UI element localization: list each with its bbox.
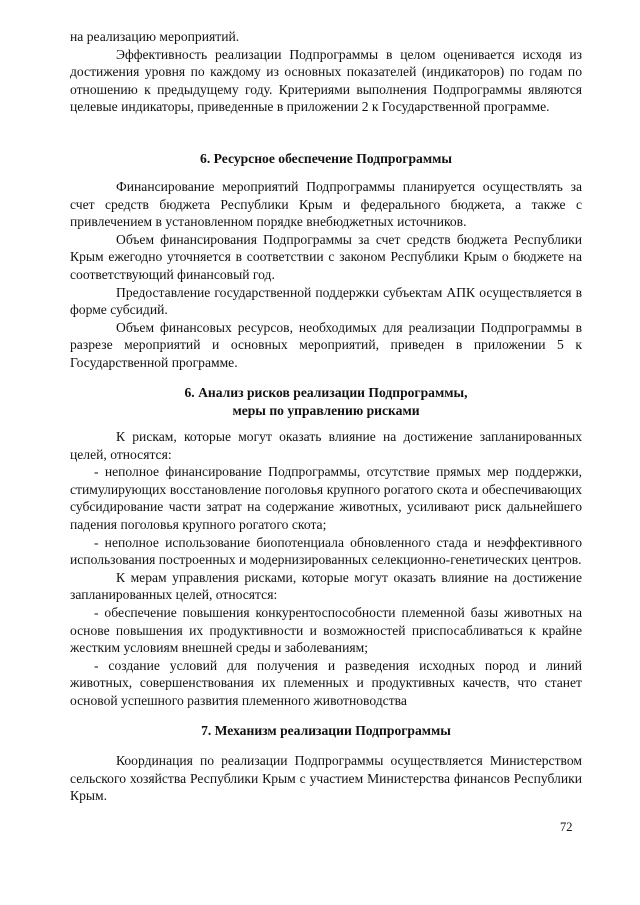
measure-item-2: - создание условий для получения и разведения исходных пород и линий животных, совершенствования их племенных и продуктивных качеств, что станет основой успешного развития племенного животноводства [70, 657, 582, 708]
page-number: 72 [560, 820, 573, 834]
paragraph-coordination: Координация по реализации Подпрограммы осуществляется Министерством сельского хозяйства Республики Крым с участием Министерства финансов Республики Крым. [70, 753, 582, 804]
resources-text-block [70, 178, 582, 372]
section-title-risks [70, 384, 582, 419]
paragraph-resources: Объем финансовых ресурсов, необходимых для реализации Подпрограммы в разрезе мероприятий и основных мероприятий, приведен в приложении 5 к Государственной программе. [70, 319, 582, 370]
section-title-risks-line1: 6. Анализ рисков реализации Подпрограммы, [184, 385, 468, 400]
mechanism-text-block [70, 752, 582, 805]
top-fragment: на реализацию мероприятий. [70, 29, 240, 44]
measure-item-1: - обеспечение повышения конкурентоспособности племенной базы животных на основе повышения их продуктивности и возможностей приспосабливаться к крайне жестким условиям внешней среды и заболеваниям; [70, 604, 582, 656]
paragraph-efficiency: Эффективность реализации Подпрограммы в целом оценивается исходя из достижения уровня по каждому из основных показателей (индикаторов) по годам по отношению к предыдущему году. Критериями выполнения Подпрограммы являются целевые индикаторы, приведенные в приложении 2 к Государственной программе. [70, 46, 582, 115]
risks-text-block [70, 428, 582, 710]
risk-item-1: - неполное финансирование Подпрограммы, отсутствие прямых мер поддержки, стимулирующих восстановление поголовья крупного рогатого скота и обеспечивающих субсидирование части затрат на содержание животных, усиливают риск дальнейшего падения поголовья крупного рогатого скота; [70, 464, 582, 532]
paragraph-measures-intro: К мерам управления рисками, которые могут оказать влияние на достижение запланированных целей, относятся: [70, 569, 582, 603]
section-title-resources: 6. Ресурсное обеспечение Подпрограммы [200, 151, 452, 166]
paragraph-volume: Объем финансирования Подпрограммы за счет средств бюджета Республики Крым ежегодно уточняется в соответствии с законом Республики Крым о бюджете на соответствующий финансовый год. [70, 231, 582, 282]
top-text-block [70, 28, 582, 116]
paragraph-risks-intro: К рискам, которые могут оказать влияние на достижение запланированных целей, относятся: [70, 429, 582, 462]
section-title-risks-line2: меры по управлению рисками [232, 402, 420, 418]
risk-item-2: - неполное использование биопотенциала обновленного стада и неэффективного использования построенных и модернизированных селекционно-генетических центров. [70, 534, 582, 568]
paragraph-support: Предоставление государственной поддержки субъектам АПК осуществляется в форме субсидий. [70, 284, 582, 318]
paragraph-financing: Финансирование мероприятий Подпрограммы планируется осуществлять за счет средств бюджета Республики Крым и федерального бюджета, а также с привлечением в установленном порядке внебюджетных источников. [70, 179, 582, 230]
section-title-mechanism: 7. Механизм реализации Подпрограммы [201, 723, 451, 738]
